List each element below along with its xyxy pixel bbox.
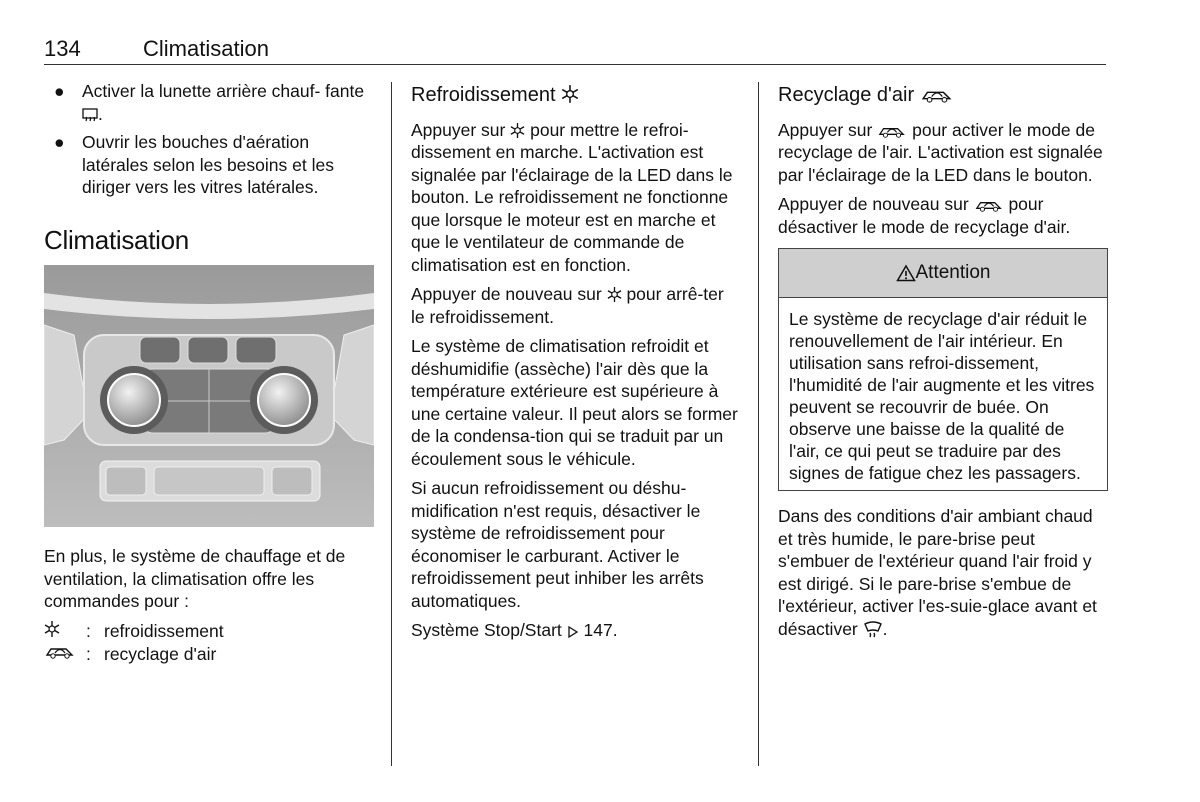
bullet-dot: ● bbox=[54, 132, 65, 152]
page-number: 134 bbox=[44, 36, 81, 61]
column-right bbox=[778, 80, 1108, 647]
climate-control-panel-illustration bbox=[44, 265, 374, 527]
air-recirculation-icon bbox=[44, 644, 76, 660]
section-heading: Refroidissement bbox=[411, 84, 741, 107]
legend-text: refroidissement bbox=[104, 620, 224, 641]
bullet-text: Ouvrir les bouches d'aération latérales selon les besoins et les diriger vers les vitres latérales. bbox=[82, 132, 334, 197]
paragraph: Appuyer de nouveau sur pour arrê-ter le refroidissement. bbox=[411, 284, 724, 327]
page-header bbox=[44, 34, 1106, 65]
legend-row-recirculation: : recyclage d'air bbox=[44, 643, 374, 665]
section-title: Climatisation bbox=[44, 224, 189, 255]
snowflake-icon bbox=[561, 84, 579, 104]
column-middle bbox=[411, 80, 741, 649]
warning-triangle-icon bbox=[896, 264, 916, 282]
air-recirculation-icon bbox=[920, 87, 954, 104]
column-divider bbox=[391, 82, 392, 766]
warning-header bbox=[779, 249, 1107, 298]
snowflake-icon bbox=[510, 122, 525, 139]
snowflake-icon bbox=[607, 286, 622, 303]
paragraph: Dans des conditions d'air ambiant chaud et très humide, le pare-brise peut s'embuer de l'extérieur quand l'air froid y est dirigé. Si le pare-brise s'embue de l'extérieur, activer l'es-suie-glace avant et désactiver . bbox=[778, 506, 1097, 639]
list-item: ● Activer la lunette arrière chauf- fante . bbox=[54, 81, 365, 124]
intro-paragraph: En plus, le système de chauffage et de ventilation, la climatisation offre les commandes pour : bbox=[44, 546, 346, 611]
running-title: Climatisation bbox=[143, 36, 269, 61]
legend-text: recyclage d'air bbox=[104, 643, 217, 664]
list-item bbox=[44, 131, 374, 199]
paragraph: Appuyer sur pour mettre le refroi-dissement en marche. L'activation est signalée par l'éclairage de la LED dans le bouton. Le refroidissement ne fonctionne que lorsque le moteur est en marche et que le ventilateur de commande de climatisation est en fonction. bbox=[411, 119, 733, 275]
paragraph: Appuyer sur pour activer le mode de recyclage de l'air. L'activation est signalée par l'éclairage de la LED dans le bouton. bbox=[778, 119, 1103, 185]
column-left bbox=[44, 80, 374, 665]
air-recirculation-icon bbox=[974, 198, 1004, 213]
warning-title: Attention bbox=[915, 261, 991, 283]
page-reference-arrow-icon bbox=[567, 625, 579, 639]
paragraph: Si aucun refroidissement ou déshu-midification n'est requis, désactiver le système de refroidissement pour économiser le carburant. Activer le refroidissement peut inhiber les arrêts automatiques. bbox=[411, 478, 704, 611]
snowflake-icon bbox=[44, 620, 60, 638]
paragraph: Appuyer de nouveau sur pour désactiver le mode de recyclage d'air. bbox=[778, 194, 1071, 237]
rear-defrost-icon bbox=[82, 108, 98, 123]
column-divider bbox=[758, 82, 759, 766]
bullet-text: Activer la lunette arrière chauf- fante bbox=[82, 81, 365, 101]
legend-row-cooling: : refroidissement bbox=[44, 620, 374, 643]
section-heading: Recyclage d'air bbox=[778, 84, 1108, 107]
windscreen-air-icon bbox=[863, 621, 883, 638]
page-reference[interactable]: 147. bbox=[583, 620, 618, 640]
paragraph: Système Stop/Start 147. bbox=[411, 620, 618, 640]
warning-text: Le système de recyclage d'air réduit le renouvellement de l'air intérieur. En utilisation sans refroi-dissement, l'humidité de l'air augmente et les vitres peuvent se recouvrir de buée. On observe une baisse de la qualité de l'air, ce qui peut se traduire par des signes de fatigue chez les passagers. bbox=[789, 309, 1095, 483]
warning-box bbox=[778, 248, 1108, 491]
paragraph: Le système de climatisation refroidit et déshumidifie (assèche) l'air dès que la température extérieure est supérieure à une certaine valeur. Il peut alors se former de la condensa-tion qui se traduit par un écoulement sous le véhicule. bbox=[411, 336, 738, 469]
air-recirculation-icon bbox=[877, 124, 907, 139]
bullet-dot: ● bbox=[54, 81, 65, 101]
